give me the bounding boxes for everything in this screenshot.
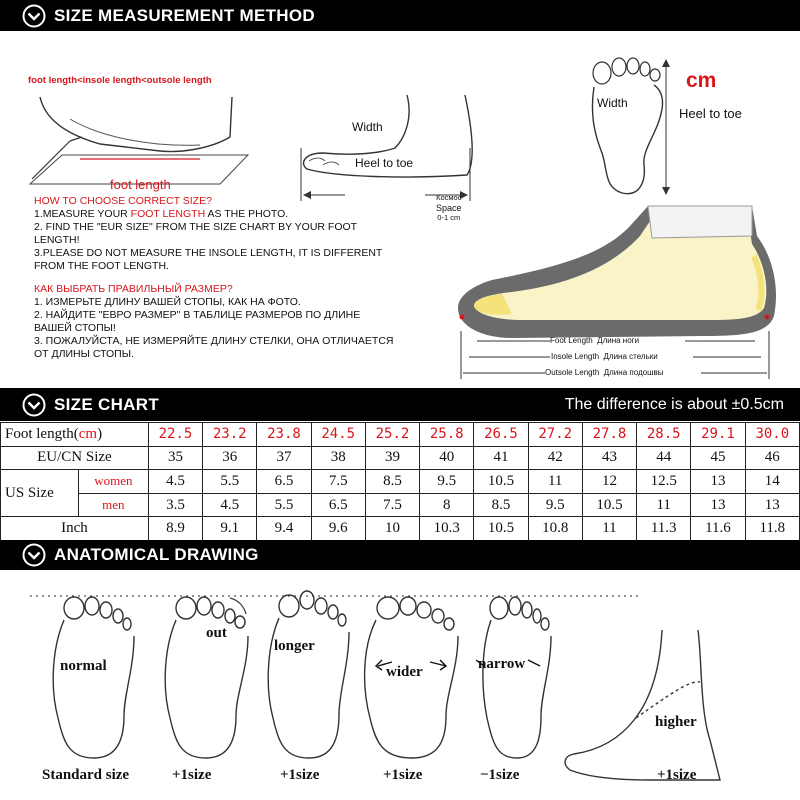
foot-label-higher: higher [655,714,697,730]
caption-wider: +1size [383,767,423,783]
inch-cell: 10.8 [528,517,582,541]
instructions-english [34,195,394,273]
row-label: US Size [1,470,79,517]
section-title: SIZE MEASUREMENT METHOD [54,5,315,25]
us-men-cell: 3.5 [148,493,202,517]
eu-size-cell: 45 [691,446,745,470]
us-men-cell: 13 [745,493,799,517]
us-women-cell: 12 [582,470,636,494]
foot-length-line-label: Foot Length Длина ноги [550,336,640,345]
section-header-anatomy [0,540,800,570]
caption-out: +1size [172,767,212,783]
inch-cell: 11.6 [691,517,745,541]
foot-length-cell: 28.5 [637,423,691,447]
length-comparison: foot length<insole length<outsole length [28,75,212,86]
us-women-cell: 7.5 [311,470,365,494]
inch-cell: 10.3 [420,517,474,541]
foot-label-longer: longer [274,638,315,654]
us-women-cell: 4.5 [148,470,202,494]
instruction-ru-line-3: 3. ПОЖАЛУЙСТА, НЕ ИЗМЕРЯЙТЕ ДЛИНУ СТЕЛКИ, ОНА ОТЛИЧАЕТСЯ ОТ ДЛИНЫ СТОПЫ. [34,335,394,360]
section-header-measurement [0,0,800,31]
row-sublabel: women [78,470,148,494]
eu-size-cell: 46 [745,446,799,470]
eu-size-cell: 39 [365,446,419,470]
us-women-cell: 14 [745,470,799,494]
foot-length-cell: 27.8 [582,423,636,447]
instruction-line-3: 3.PLEASE DO NOT MEASURE THE INSOLE LENGTH, IT IS DIFFERENT FROM THE FOOT LENGTH. [34,247,383,272]
inch-cell: 11.3 [637,517,691,541]
foot-length-cell: 30.0 [745,423,799,447]
table-row-inch [1,517,800,541]
insole-length-line-label: Insole Length Длина стельки [551,352,658,361]
table-row-us-women [1,470,800,494]
us-women-cell: 5.5 [203,470,257,494]
row-label: Foot length(cm) [1,423,149,447]
measurement-section [0,31,800,388]
foot-sole-illustration [574,53,684,201]
foot-length-label: foot length [110,177,171,192]
us-men-cell: 6.5 [311,493,365,517]
us-women-cell: 10.5 [474,470,528,494]
outsole-length-line-label: Outsole Length Длина подошвы [545,368,664,377]
instructions-title-en: HOW TO CHOOSE CORRECT SIZE? [34,195,212,207]
table-row-us-men [1,493,800,517]
us-men-cell: 5.5 [257,493,311,517]
us-men-cell: 7.5 [365,493,419,517]
row-label: EU/CN Size [1,446,149,470]
eu-size-cell: 36 [203,446,257,470]
foot-length-cell: 24.5 [311,423,365,447]
eu-size-cell: 38 [311,446,365,470]
caption-standard-size: Standard size [42,767,130,783]
us-women-cell: 11 [528,470,582,494]
size-chart-table [0,422,800,541]
us-women-cell: 8.5 [365,470,419,494]
foot-label-narrow: narrow [478,656,526,672]
foot-label-wider: wider [386,664,423,680]
eu-size-cell: 44 [637,446,691,470]
us-women-cell: 12.5 [637,470,691,494]
caption-longer: +1size [280,767,320,783]
foot-label-normal: normal [60,658,107,674]
eu-size-cell: 42 [528,446,582,470]
section-title: SIZE CHART [54,394,159,414]
chart-note: The difference is about ±0.5cm [564,395,784,413]
shoe-cross-section [452,196,782,346]
eu-size-cell: 41 [474,446,528,470]
row-sublabel: men [78,493,148,517]
caption-higher: +1size [657,767,697,783]
section-title: ANATOMICAL DRAWING [54,545,259,564]
width-label-sole: Width [597,96,628,110]
us-men-cell: 10.5 [582,493,636,517]
foot-length-cell: 26.5 [474,423,528,447]
us-women-cell: 13 [691,470,745,494]
inch-cell: 11.8 [745,517,799,541]
foot-length-cell: 29.1 [691,423,745,447]
us-women-cell: 6.5 [257,470,311,494]
foot-length-cell: 23.2 [203,423,257,447]
width-label-side: Width [352,120,383,134]
us-men-cell: 8 [420,493,474,517]
foot-length-cell: 27.2 [528,423,582,447]
instruction-ru-line-2: 2. НАЙДИТЕ "ЕВРО РАЗМЕР" В ТАБЛИЦЕ РАЗМЕРОВ ПО ДЛИНЕ ВАШЕЙ СТОПЫ! [34,309,361,334]
chevron-down-icon [22,393,46,417]
table-row-foot-length [1,423,800,447]
feet-illustrations [0,570,800,800]
inch-cell: 9.6 [311,517,365,541]
cm-label: cm [686,69,717,92]
section-header-chart [0,388,800,421]
heel-to-toe-label-side: Heel to toe [355,156,414,170]
instruction-line-2: 2. FIND THE "EUR SIZE" FROM THE SIZE CHART BY YOUR FOOT LENGTH! [34,221,357,246]
inch-cell: 10.5 [474,517,528,541]
chevron-down-icon [22,4,46,28]
us-men-cell: 8.5 [474,493,528,517]
instructions-russian [34,283,394,361]
instructions-title-ru: КАК ВЫБРАТЬ ПРАВИЛЬНЫЙ РАЗМЕР? [34,283,233,295]
us-men-cell: 13 [691,493,745,517]
inch-cell: 10 [365,517,419,541]
eu-size-cell: 37 [257,446,311,470]
eu-size-cell: 35 [148,446,202,470]
us-women-cell: 9.5 [420,470,474,494]
space-label: Космос Space 0-1 cm [436,193,462,222]
chevron-down-icon [22,543,46,567]
inch-cell: 8.9 [148,517,202,541]
caption-narrow: −1size [480,767,520,783]
us-men-cell: 4.5 [203,493,257,517]
foot-length-cell: 25.8 [420,423,474,447]
us-men-cell: 9.5 [528,493,582,517]
foot-label-out: out [206,625,227,641]
instruction-line-1: 1.MEASURE YOUR FOOT LENGTH AS THE PHOTO. [34,208,289,220]
anatomical-drawing-section [0,570,800,800]
eu-size-cell: 40 [420,446,474,470]
table-row-eu-size [1,446,800,470]
inch-cell: 9.4 [257,517,311,541]
inch-cell: 9.1 [203,517,257,541]
instruction-ru-line-1: 1. ИЗМЕРЬТЕ ДЛИНУ ВАШЕЙ СТОПЫ, КАК НА ФОТО. [34,296,301,308]
heel-to-toe-label-sole: Heel to toe [679,106,742,121]
us-men-cell: 11 [637,493,691,517]
foot-length-cell: 23.8 [257,423,311,447]
eu-size-cell: 43 [582,446,636,470]
foot-length-cell: 22.5 [148,423,202,447]
row-label: Inch [1,517,149,541]
inch-cell: 11 [582,517,636,541]
foot-length-cell: 25.2 [365,423,419,447]
